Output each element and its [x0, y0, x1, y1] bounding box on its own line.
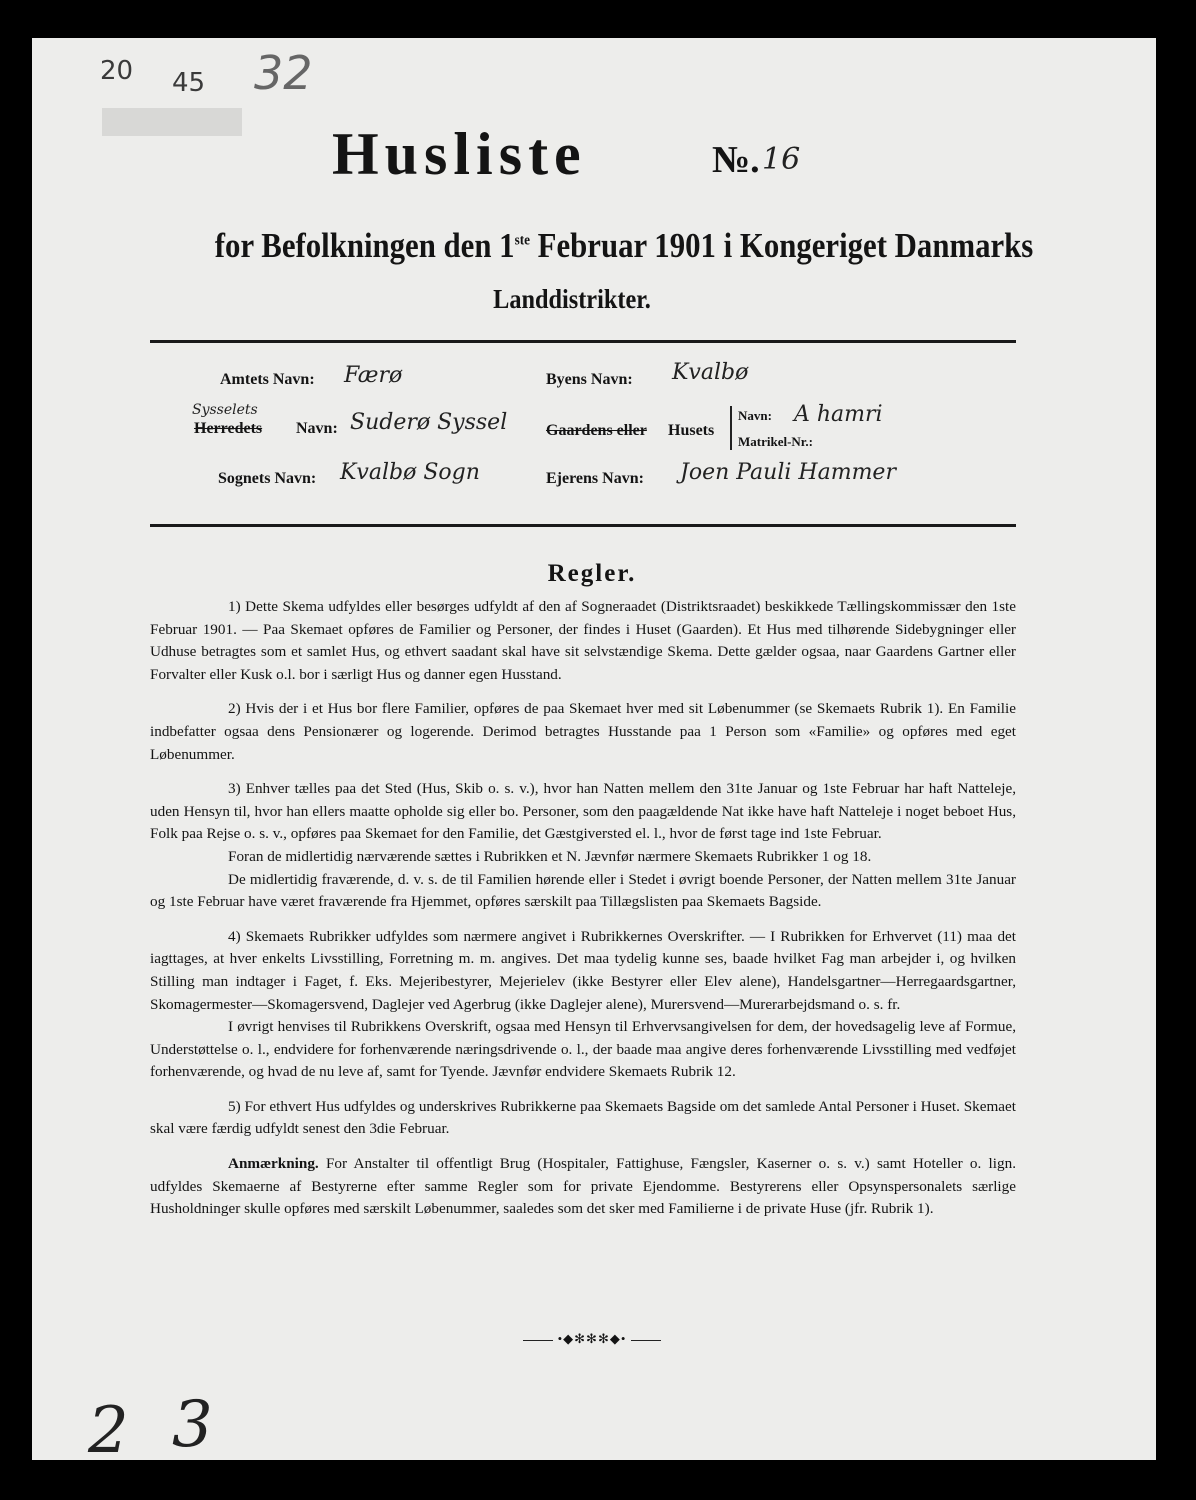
note-label: Anmærkning. — [228, 1155, 319, 1173]
amt-label: Amtets Navn: — [220, 371, 315, 388]
rule-4: 4) Skemaets Rubrikker udfyldes som nærmere angivet i Rubrikkernes Overskrifter. — I Rubrikken for Erhvervet (11) maa det iagttages, at hver enkelts Livsstilling, Forretning m. m. angives. Det maa tydelig kunne ses, baade hvilket Fag man arbejder i, og hvilken Stilling man indtager i Faget, f. Eks. Mejeribestyrer, Mejerielev (ikke Bestyrer eller Elev alene), Handelsgartner—Herregaardsgartner, Skomagermester—Skomagersvend, Daglejer ved Agerbrug (ikke Daglejer alene), Murersvend—Murerarbejdsmand o. s. fr. — [150, 927, 1016, 1013]
rule-3: 3) Enhver tælles paa det Sted (Hus, Skib o. s. v.), hvor han Natten mellem den 31te Januar og 1ste Februar har haft Natteleje, uden Hensyn til, hvor han ellers maatte opholde sig eller bo. Personer, som den paagældende Nat ikke have haft Natteleje i noget beboet Hus, Folk paa Rejse o. s. v., opføres paa Skemaet for den Familie, det Gæstgiversted el. l., hvor de først tage ind 1ste Februar. — [150, 780, 1016, 843]
herred-value: Suderø Syssel — [350, 410, 508, 435]
husets-label: Husets — [668, 422, 715, 439]
ejer-label: Ejerens Navn: — [546, 470, 644, 487]
herred-label: Navn: — [296, 420, 338, 437]
sogn-value: Kvalbø Sogn — [340, 460, 480, 485]
rule-3c: De midlertidig fraværende, d. v. s. de til Familien hørende eller i Stedet i øvrigt boende Personer, der Natten mellem 31te Januar og 1ste Februar have været fraværende fra Hjemmet, opføres særskilt paa Tillægslisten paa Skemaets Bagside. — [150, 870, 1016, 911]
byen-label: Byens Navn: — [546, 371, 633, 388]
sysselets-note: Sysselets — [192, 402, 258, 418]
rule-1: 1) Dette Skema udfyldes eller besørges udfyldt af den af Sogneraadet (Distriktsraadet) beskikkede Tællingskommissær den 1ste Februar 1901. — Paa Skemaet opføres de Familier og Personer, der findes i Huset (Gaarden). Et Hus med tilhørende Sidebygninger eller Udhuse betragtes som et samlet Hus, og ethvert saadant skal have sit selvstændige Skema. Dette gælder ogsaa, naar Gaardens Gartner eller Forvalter eller Kusk o.l. bor i særligt Hus og danner egen Husstand. — [150, 598, 1016, 683]
note-text: For Anstalter til offentligt Brug (Hospitaler, Fattighuse, Fængsler, Kaserner o. s. v.) samt Hoteller o. lign. udfyldes Skemaerne af Bestyrerne efter samme Regler som for private Ejendomme. Bestyrerens eller Opsynspersonalets særlige Husholdninger skulle opføres med særskilt Løbenummer, saaledes som det sker med Familierne i de private Huse (jfr. Rubrik 1). — [150, 1155, 1016, 1218]
district-heading: Landdistrikter. — [493, 284, 651, 314]
subtitle-sup: ste — [514, 232, 530, 249]
field-brace — [730, 406, 732, 450]
bottom-mark-a: 2 — [88, 1394, 129, 1468]
number-label: №. — [712, 139, 760, 181]
ejer-value: Joen Pauli Hammer — [680, 460, 896, 485]
top-divider — [150, 340, 1016, 343]
gaard-struck: Gaardens eller — [546, 422, 647, 439]
faded-stamp — [102, 108, 242, 136]
archive-mark-a: 20 — [100, 56, 134, 86]
bottom-mark-b: 3 — [172, 1388, 213, 1462]
house-number-value: 16 — [762, 142, 801, 177]
rule-3b: Foran de midlertidig nærværende sættes i Rubrikken et N. Jævnfør nærmere Skemaets Rubrikker 1 og 18. — [228, 847, 872, 865]
rules-heading: Regler. — [547, 560, 637, 587]
subtitle-before: for Befolkningen den 1 — [214, 226, 515, 265]
sogn-label: Sognets Navn: — [218, 470, 317, 487]
archive-mark-c: 32 — [254, 46, 313, 100]
rule-2: 2) Hvis der i et Hus bor flere Familier, opføres de paa Skemaet hver med sit Løbenummer (se Skemaets Rubrik 1). En Familie indbefatter ogsaa dens Pensionærer og logerende. Derimod betragtes Husstande paa 1 Person som «Familie» og opføres med eget Løbenummer. — [150, 700, 1016, 763]
ornament-divider: •◆✻✻✻◆• — [492, 1331, 692, 1347]
navn-value: A hamri — [794, 402, 883, 427]
census-form-sheet — [32, 38, 1156, 1468]
rules-text — [150, 596, 1016, 1233]
navn-label: Navn: — [738, 408, 772, 423]
amt-value: Færø — [344, 363, 403, 388]
bottom-divider — [150, 524, 1016, 527]
matrikel-label: Matrikel-Nr.: — [738, 434, 813, 449]
subtitle-after: Februar 1901 i Kongeriget Danmarks — [529, 226, 1034, 265]
rule-4b: I øvrigt henvises til Rubrikkens Overskrift, ogsaa med Hensyn til Erhvervsangivelsen for dem, der hovedsagelig leve af Formue, Understøttelse o. l., endvidere for forhenværende næringsdrivende o. l., der baade maa angive deres forhenværende Livsstilling med vedføjet forhenværende, og hvad de nu leve af, samt for Tyende. Jævnfør endvidere Skemaets Rubrik 12. — [150, 1018, 1016, 1081]
archive-mark-b: 45 — [172, 68, 206, 98]
note — [150, 1153, 1016, 1221]
form-title: Husliste — [332, 121, 587, 187]
rule-5: 5) For ethvert Hus udfyldes og underskrives Rubrikkerne paa Skemaets Bagside om det samlede Antal Personer i Huset. Skemaet skal være færdig udfyldt senest den 3die Februar. — [150, 1097, 1016, 1138]
byen-value: Kvalbø — [672, 360, 749, 385]
herredets-struck: Herredets — [194, 420, 263, 437]
form-subtitle — [214, 226, 1034, 266]
